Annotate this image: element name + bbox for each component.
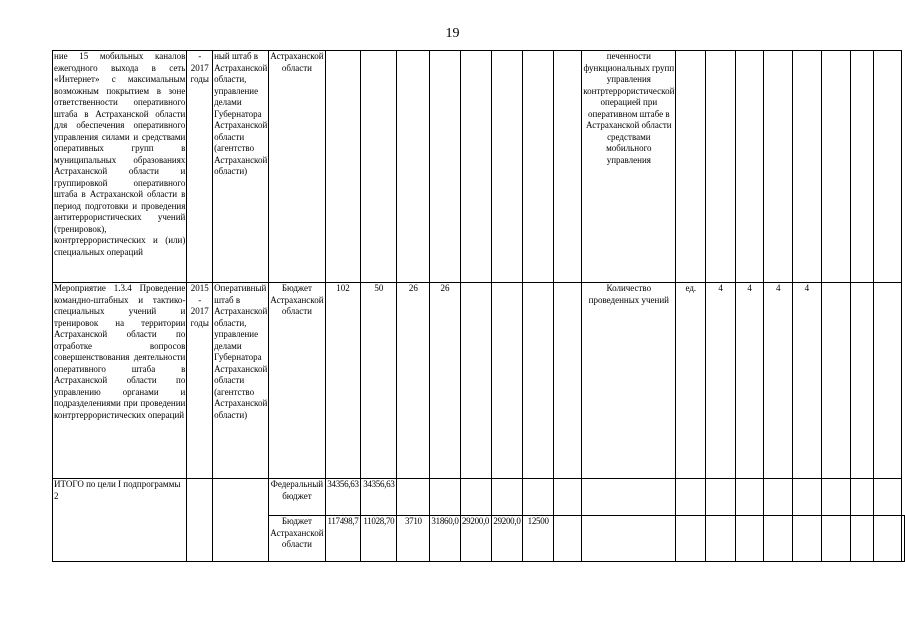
activity-executor: ный штаб в Астраханской области, управление делами Губернатора Астраханской области (агентство Астраханской области) [213, 51, 269, 283]
funding-value: 3710 [397, 516, 430, 562]
funding-source: Федеральный бюджет [269, 479, 325, 516]
funding-value: 29200,0 [491, 516, 523, 562]
funding-value: 34356,63 [361, 479, 397, 516]
indicator-value: 4 [706, 283, 736, 479]
total-label: ИТОГО по цели I подпрограммы 2 [53, 479, 187, 562]
table-row [53, 479, 905, 516]
indicator-unit: ед. [676, 283, 706, 479]
funding-source: Бюджет Астраханской области [269, 516, 325, 562]
table-row [53, 283, 905, 479]
funding-value: 26 [430, 283, 460, 479]
funding-value: 26 [397, 283, 430, 479]
table-row [53, 51, 905, 283]
activity-period: 2015 - 2017 годы [187, 283, 213, 479]
funding-value: 50 [361, 283, 397, 479]
funding-value: 102 [325, 283, 361, 479]
funding-source: Бюджет Астраханской области [269, 283, 325, 479]
indicator-name: Количество проведенных учений [582, 283, 676, 479]
indicator-value: 4 [764, 283, 793, 479]
funding-value: 12500 [523, 516, 554, 562]
funding-value: 29200,0 [460, 516, 491, 562]
activity-period: - 2017 годы [187, 51, 213, 283]
indicator-name: печенности функциональных групп управления контртеррористической операцией при оперативном штабе в Астраханской области средствами мобильного управления [582, 51, 676, 283]
activity-description: Мероприятие 1.3.4 Проведение командно-штабных и тактико-специальных учений и тренировок на территории Астраханской области по отработке вопросов совершенствования деятельности оперативного штаба в Астраханской области по управлению органами и подразделениями при проведении контртеррористических операций [53, 283, 187, 479]
activity-description: ние 15 мобильных каналов ежегодного выхода в сеть «Интернет» с максимальным возможным покрытием в зоне ответственности оперативного штаба в Астраханской области для обеспечения оперативного управления силами и средствами оперативных групп в муниципальных образованиях Астраханской области и группировкой оперативного штаба в Астраханской области в период подготовки и проведения антитеррористических учений (тренировок), контртеррористических и (или) специальных операций [53, 51, 187, 283]
funding-value: 31860,0 [430, 516, 460, 562]
indicator-value: 4 [735, 283, 764, 479]
page-number: 19 [445, 26, 460, 41]
funding-value: 11028,70 [361, 516, 397, 562]
funding-source: Астраханской области [269, 51, 325, 283]
funding-value: 117498,7 [325, 516, 361, 562]
activity-executor: Оперативный штаб в Астраханской области, управление делами Губернатора Астраханской области (агентство Астраханской области) [213, 283, 269, 479]
indicator-value: 4 [793, 283, 822, 479]
program-table [52, 50, 905, 562]
funding-value: 34356,63 [325, 479, 361, 516]
